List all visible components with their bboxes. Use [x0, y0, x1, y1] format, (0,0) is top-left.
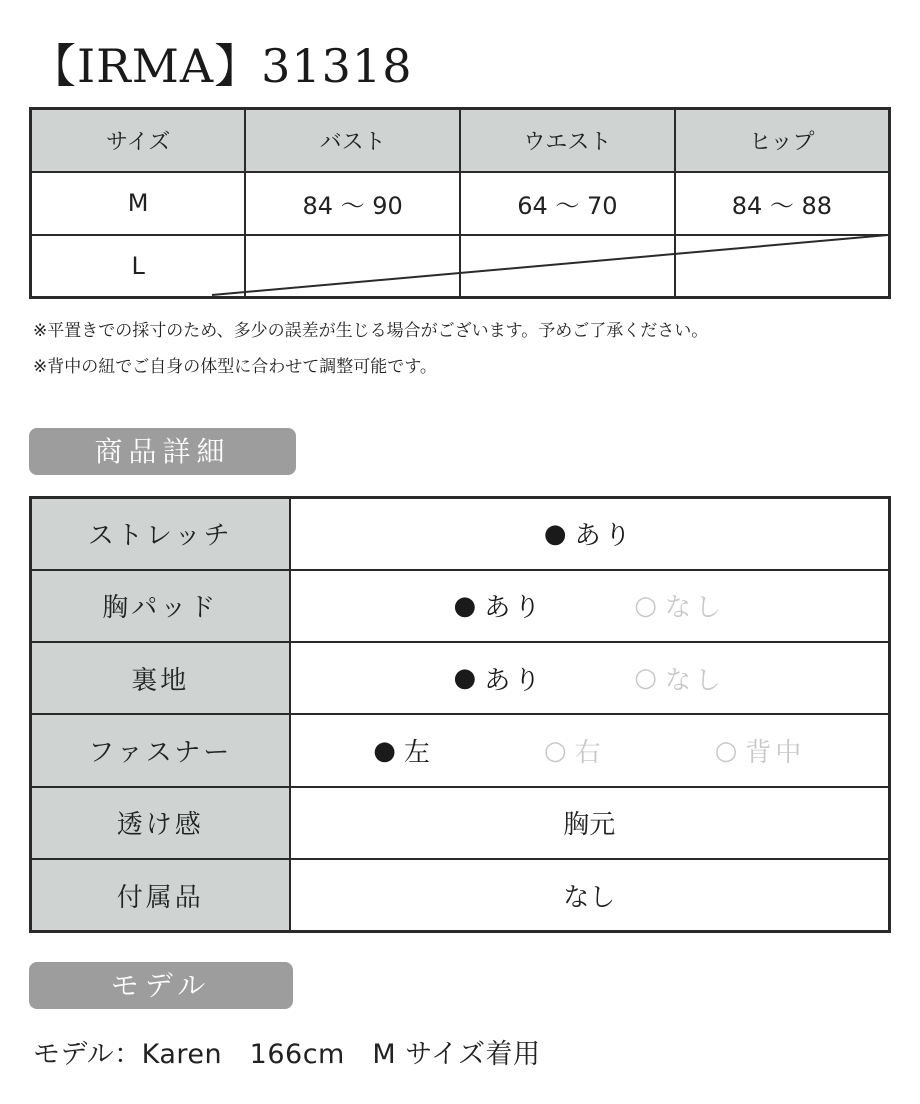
table-row	[31, 787, 890, 859]
option-text: 背中	[745, 738, 806, 769]
size-table-header-row	[31, 109, 890, 172]
bust-header: バスト	[245, 109, 460, 172]
option-item	[634, 660, 725, 697]
zipper-value	[290, 714, 890, 786]
sheerness-label: 透け感	[31, 787, 290, 859]
product-title: 【IRMA】31318	[30, 39, 413, 93]
filled-circle-icon: ●	[543, 518, 571, 549]
model-info: モデル：Karen 166cm M サイズ着用	[33, 1039, 541, 1070]
table-row	[31, 714, 890, 786]
table-row	[31, 498, 890, 570]
option-item	[454, 660, 545, 697]
adjust-note: ※背中の紐でご自身の体型に合わせて調整可能です。	[33, 357, 437, 377]
option-text: 右	[574, 738, 605, 769]
option-item	[544, 732, 605, 769]
bust-cell	[245, 235, 460, 298]
option-text: あり	[574, 521, 635, 552]
option-text: なし	[664, 593, 725, 624]
empty-circle-icon: ○	[634, 663, 661, 694]
zipper-label: ファスナー	[31, 714, 290, 786]
lining-label: 裏地	[31, 642, 290, 714]
table-row	[31, 172, 890, 235]
waist-header: ウエスト	[460, 109, 675, 172]
lining-value	[290, 642, 890, 714]
option-text: なし	[664, 665, 725, 696]
filled-circle-icon: ●	[373, 735, 400, 766]
filled-circle-icon: ●	[453, 590, 481, 621]
waist-cell	[460, 235, 675, 298]
size-cell: L	[31, 235, 246, 298]
measurement-note: ※平置きでの採寸のため、多少の誤差が生じる場合がございます。予めご了承ください。	[33, 321, 709, 341]
size-table	[29, 107, 891, 299]
table-row	[31, 570, 890, 642]
table-row	[31, 642, 890, 714]
option-text: あり	[484, 665, 545, 696]
empty-circle-icon: ○	[714, 735, 742, 766]
waist-cell: 64 〜 70	[460, 172, 675, 235]
empty-circle-icon: ○	[543, 735, 571, 766]
size-cell: M	[31, 172, 246, 235]
model-section-label: モデル	[29, 962, 293, 1009]
option-item	[373, 732, 434, 769]
hip-header: ヒップ	[675, 109, 890, 172]
stretch-value	[290, 498, 890, 570]
details-section-label: 商品詳細	[29, 428, 296, 475]
empty-circle-icon: ○	[634, 590, 661, 621]
table-row	[31, 235, 890, 298]
option-item	[634, 587, 725, 624]
option-item	[715, 732, 806, 769]
accessories-label: 付属品	[31, 859, 290, 931]
option-item	[544, 515, 635, 552]
table-row	[31, 859, 890, 931]
sheerness-value: 胸元	[290, 787, 890, 859]
hip-cell	[675, 235, 890, 298]
size-header: サイズ	[31, 109, 246, 172]
option-item	[454, 587, 545, 624]
details-table	[29, 496, 891, 933]
accessories-value: なし	[290, 859, 890, 931]
stretch-label: ストレッチ	[31, 498, 290, 570]
hip-cell: 84 〜 88	[675, 172, 890, 235]
option-text: 左	[403, 738, 434, 769]
bust-cell: 84 〜 90	[245, 172, 460, 235]
filled-circle-icon: ●	[453, 663, 481, 694]
bust-pad-value	[290, 570, 890, 642]
bust-pad-label: 胸パッド	[31, 570, 290, 642]
option-text: あり	[484, 593, 545, 624]
